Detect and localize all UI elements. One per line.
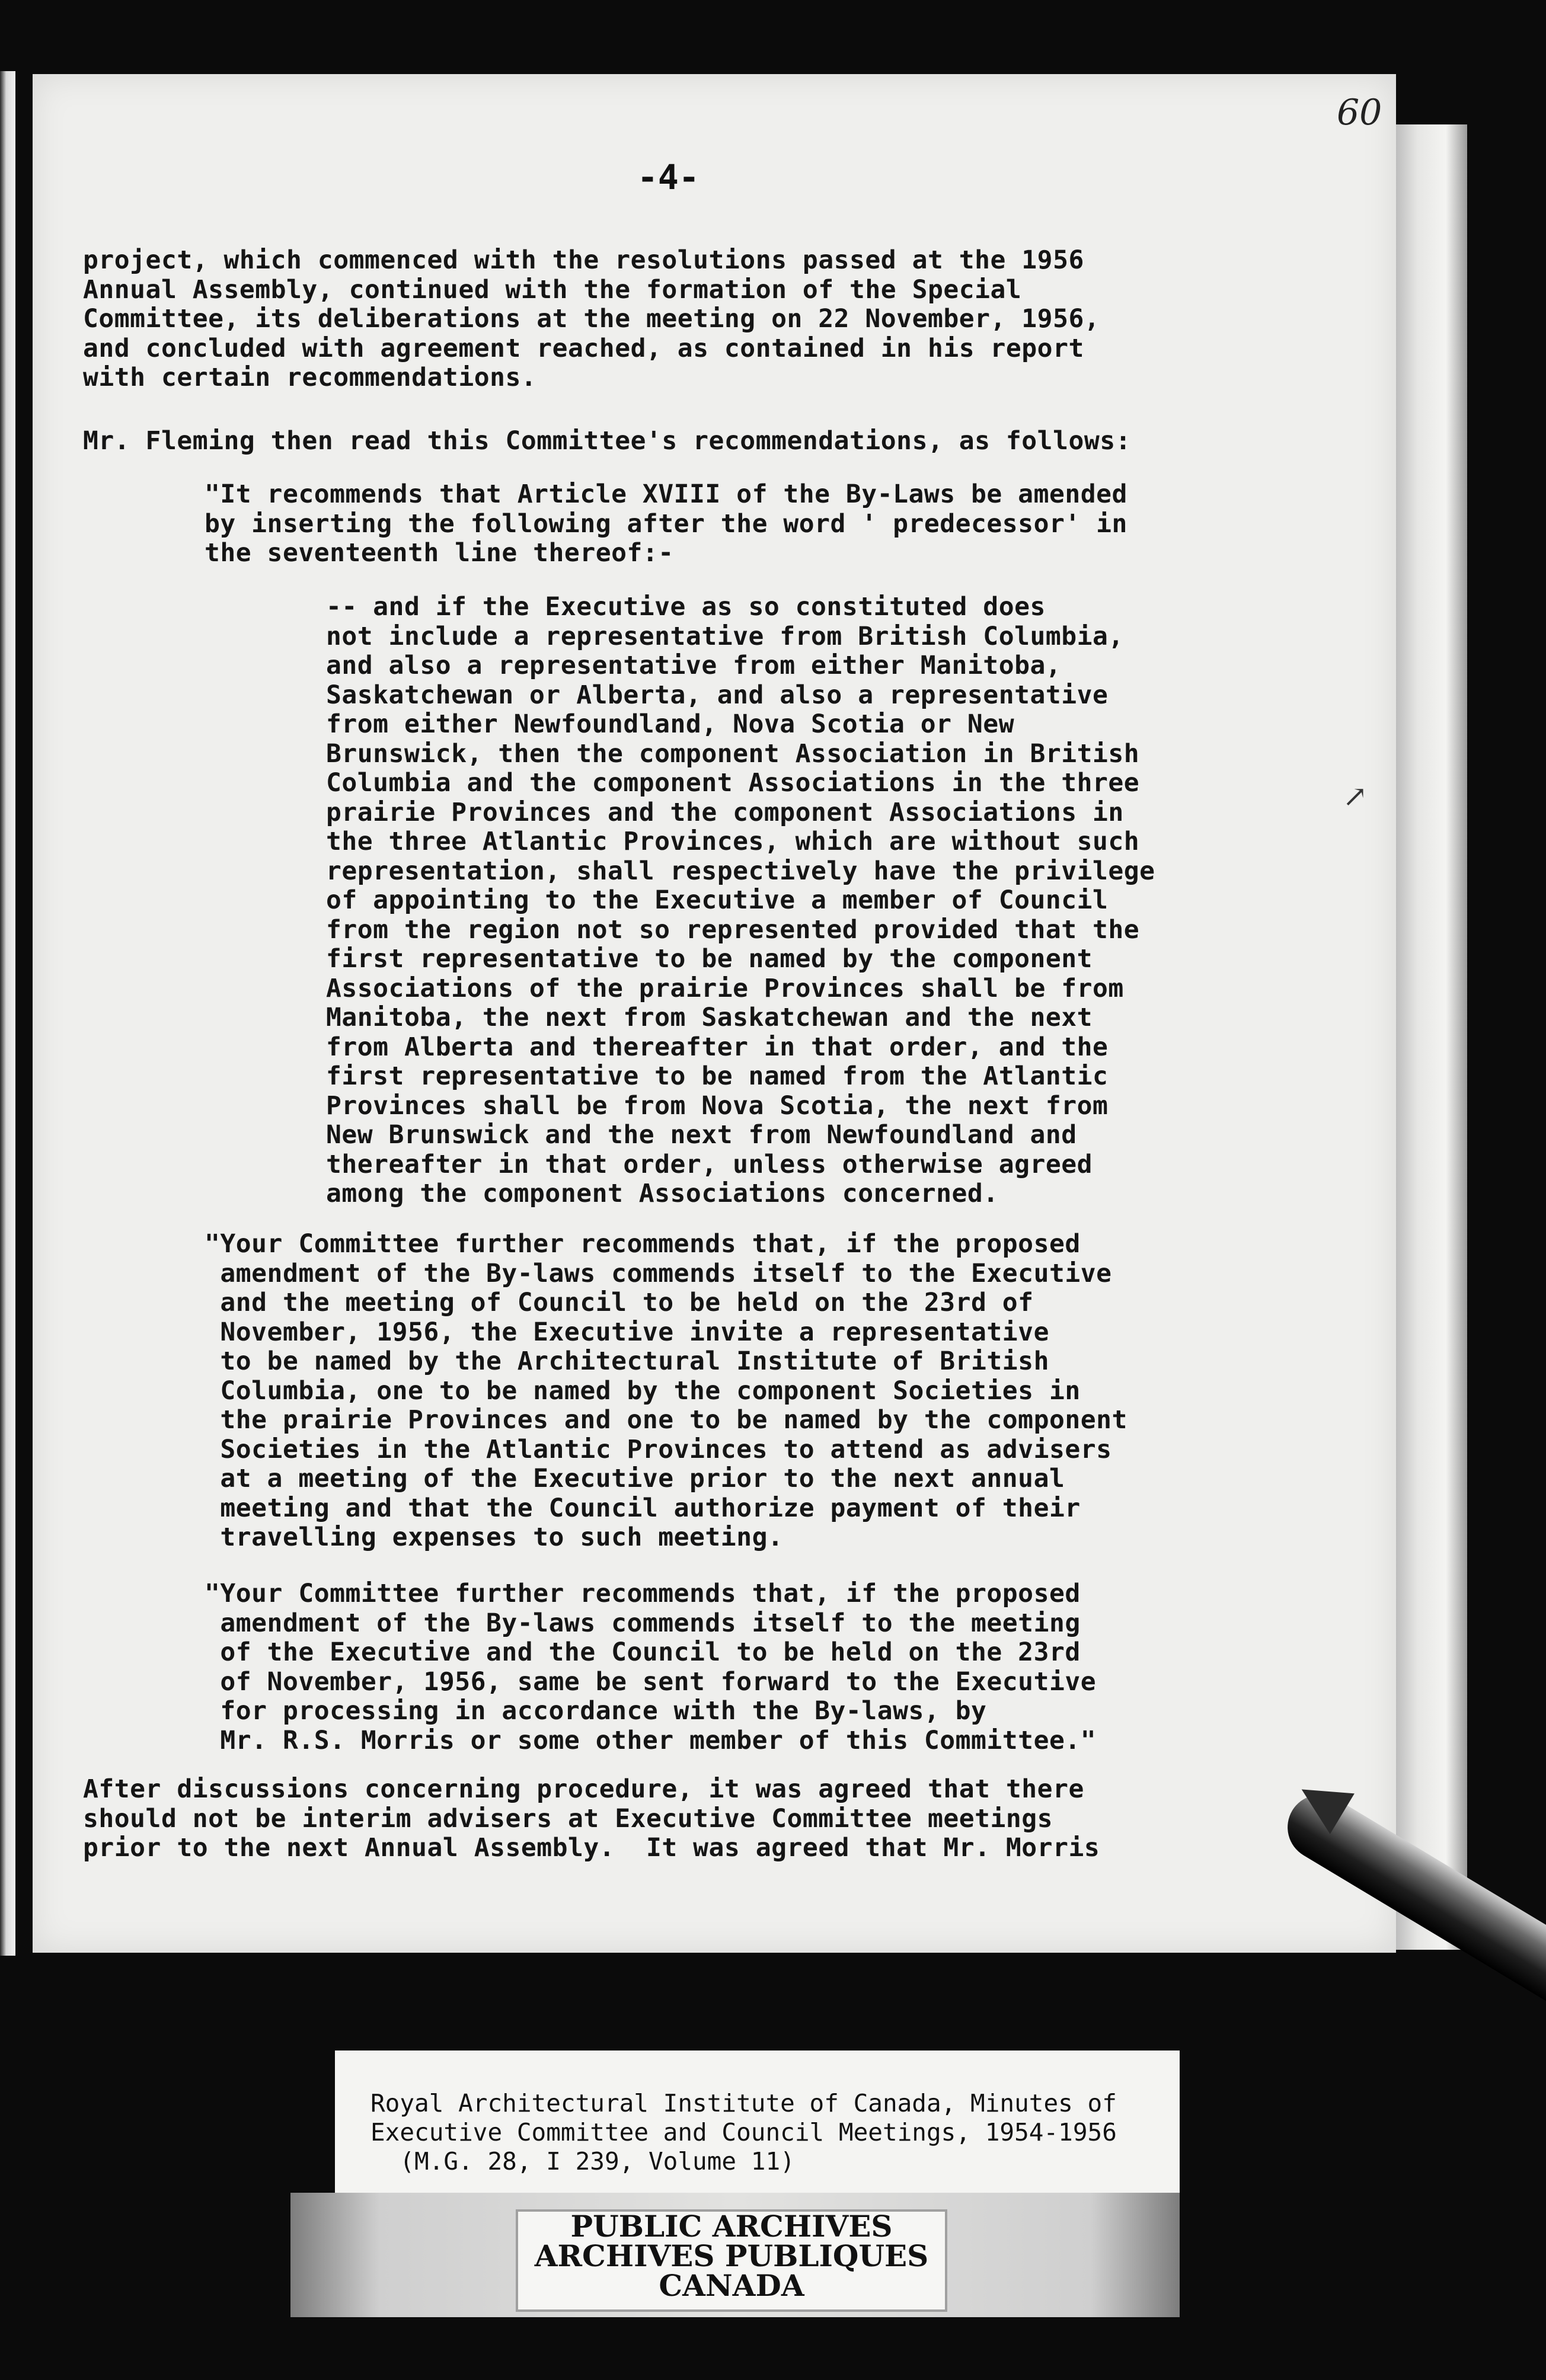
- paragraph-project: project, which commenced with the resolutions passed at the 1956 Annual Assembly, continued with the formation of the Special Committee, its deliberations at the meeting on 22 November, 1956, and concluded with agreement reached, as contained in his report with certain recommendations.: [83, 245, 1100, 392]
- quote-processing-recommendation: "Your Committee further recommends that, if the proposed amendment of the By-laws commends itself to the meeting of the Executive and the Council to be held on the 23rd of November, 1956, same be sent forward to the Executive for processing in accordance with the By-laws, by Mr. R.S. Morris or some other member of this Committee.": [205, 1579, 1097, 1755]
- public-archives-stamp: [516, 2209, 947, 2312]
- stamp-line-archives-publiques: ARCHIVES PUBLIQUES: [534, 2238, 929, 2273]
- quote-advisers-recommendation: "Your Committee further recommends that, if the proposed amendment of the By-laws commends itself to the Executive and the meeting of Council to be held on the 23rd of November, 1956, the Executive invite a representative to be named by the Architectural Institute of British Columbia, one to be named by the component Societies in the prairie Provinces and one to be named by the component Societies in the Atlantic Provinces to attend as advisers at a meeting of the Executive prior to the next annual meeting and that the Council authorize payment of their travelling expenses to such meeting.: [205, 1229, 1127, 1552]
- archive-catalogue-text: Royal Architectural Institute of Canada, Minutes of Executive Committee and Council Meetings, 1954-1956 (M.G. 28, I 239, Volume 11): [370, 2089, 1117, 2176]
- paragraph-recommendations-intro: Mr. Fleming then read this Committee's recommendations, as follows:: [83, 426, 1132, 456]
- paragraph-procedure: After discussions concerning procedure, it was agreed that there should not be interim advisers at Executive Committee meetings prior to the next Annual Assembly. It was agreed that Mr. Morris: [83, 1774, 1100, 1863]
- page-header-mark: -4-: [637, 157, 699, 197]
- quote-bylaw-insertion: -- and if the Executive as so constituted does not include a representative from British Columbia, and also a representative from either Manitoba, Saskatchewan or Alberta, and also a representative from either Newfoundland, Nova Scotia or New Brunswick, then the component Association in British Columbia and the component Associations in the three prairie Provinces and the component Associations in the three Atlantic Provinces, which are without such representation, shall respectively have the privilege of appointing to the Executive a member of Council from the region not so represented provided that the first representative to be named by the component Associations of the prairie Provinces shall be from Manitoba, the next from Saskatchewan and the next from Alberta and thereafter in that order, and the first representative to be named from the Atlantic Provinces shall be from Nova Scotia, the next from New Brunswick and the next from Newfoundland and thereafter in that order, unless otherwise agreed among the component Associations concerned.: [326, 592, 1155, 1208]
- stacked-pages-edge: [1396, 124, 1467, 1950]
- quote-article-xviii: "It recommends that Article XVIII of the By-Laws be amended by inserting the following after the word ' predecessor' in the seventeenth line thereof:-: [205, 479, 1127, 568]
- adjacent-page-edge: [0, 71, 15, 1956]
- page-number: 60: [1337, 92, 1382, 133]
- stamp-line-public-archives: PUBLIC ARCHIVES: [570, 2209, 893, 2244]
- stamp-line-canada: CANADA: [659, 2268, 804, 2303]
- margin-pencil-mark: ↗: [1343, 779, 1368, 814]
